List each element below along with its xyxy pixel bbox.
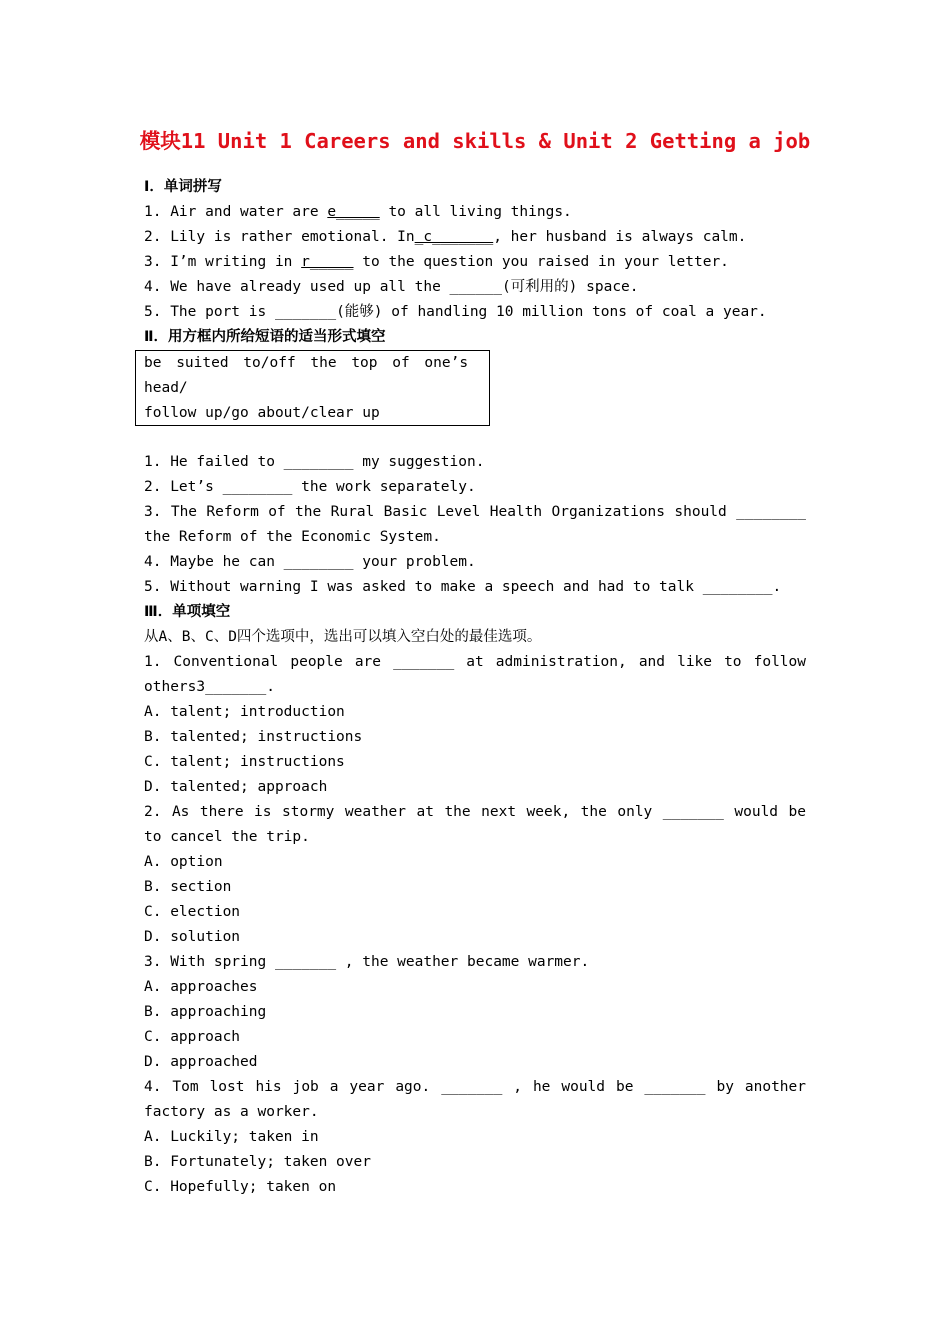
- answer-blank: ______: [449, 279, 502, 295]
- question-stem: 4. Tom lost his job a year ago. _______ , he would be _______ by another factory as a worker.: [144, 1079, 806, 1120]
- question-option: A. approaches: [144, 979, 258, 995]
- question-option: C. talent; instructions: [144, 754, 345, 770]
- question-option: B. Fortunately; taken over: [144, 1154, 371, 1170]
- document-body: [144, 175, 806, 1200]
- phrase-item: 2. Let’s ________ the work separately.: [144, 479, 476, 495]
- answer-blank: _______: [274, 304, 337, 320]
- question-option: D. approached: [144, 1054, 258, 1070]
- phrase-item: 4. Maybe he can ________ your problem.: [144, 554, 476, 570]
- phrase-box-line: be suited to/off the top of one’s head/: [144, 355, 469, 396]
- question-option: A. Luckily; taken in: [144, 1129, 319, 1145]
- question-stem: 1. Conventional people are _______ at administration, and like to follow others3_______.: [144, 654, 806, 695]
- phrase-item: 1. He failed to ________ my suggestion.: [144, 454, 485, 470]
- answer-blank: r_____: [301, 254, 354, 270]
- spelling-item: 2. Lily is rather emotional. In_c_______, her husband is always calm.: [144, 229, 747, 245]
- question-option: C. approach: [144, 1029, 241, 1045]
- spelling-item: 1. Air and water are e_____ to all living things.: [144, 204, 572, 220]
- section-instruction: 从A、B、C、D四个选项中，选出可以填入空白处的最佳选项。: [144, 629, 542, 645]
- question-option: C. election: [144, 904, 241, 920]
- question-option: A. option: [144, 854, 223, 870]
- spelling-item: 3. I’m writing in r_____ to the question you raised in your letter.: [144, 254, 729, 270]
- question-option: B. talented; instructions: [144, 729, 363, 745]
- answer-blank: _c_______: [414, 229, 494, 245]
- section-heading-spelling: Ⅰ．单词拼写: [144, 179, 222, 195]
- phrase-box: [135, 350, 490, 426]
- question-stem: 3. With spring _______ , the weather became warmer.: [144, 954, 590, 970]
- question-option: D. talented; approach: [144, 779, 328, 795]
- phrase-box-line: follow up/go about/clear up: [144, 405, 380, 421]
- phrase-item: 5. Without warning I was asked to make a speech and had to talk ________.: [144, 579, 782, 595]
- answer-blank: e_____: [327, 204, 380, 220]
- section-heading-phrases: Ⅱ．用方框内所给短语的适当形式填空: [144, 329, 386, 345]
- spelling-item: 5. The port is _______(能够) of handling 10 million tons of coal a year.: [144, 304, 767, 320]
- question-option: B. section: [144, 879, 232, 895]
- section-heading-multiple-choice: Ⅲ．单项填空: [144, 604, 231, 620]
- question-stem: 2. As there is stormy weather at the next week, the only _______ would be to cancel the trip.: [144, 804, 806, 845]
- spelling-item: 4. We have already used up all the ______(可利用的) space.: [144, 279, 639, 295]
- phrase-item: 3. The Reform of the Rural Basic Level Health Organizations should ________ the Reform of the Economic System.: [144, 504, 806, 545]
- question-option: A. talent; introduction: [144, 704, 345, 720]
- question-option: B. approaching: [144, 1004, 267, 1020]
- question-option: C. Hopefully; taken on: [144, 1179, 337, 1195]
- question-option: D. solution: [144, 929, 241, 945]
- page-title: 模块11 Unit 1 Careers and skills & Unit 2 Getting a job: [139, 129, 811, 153]
